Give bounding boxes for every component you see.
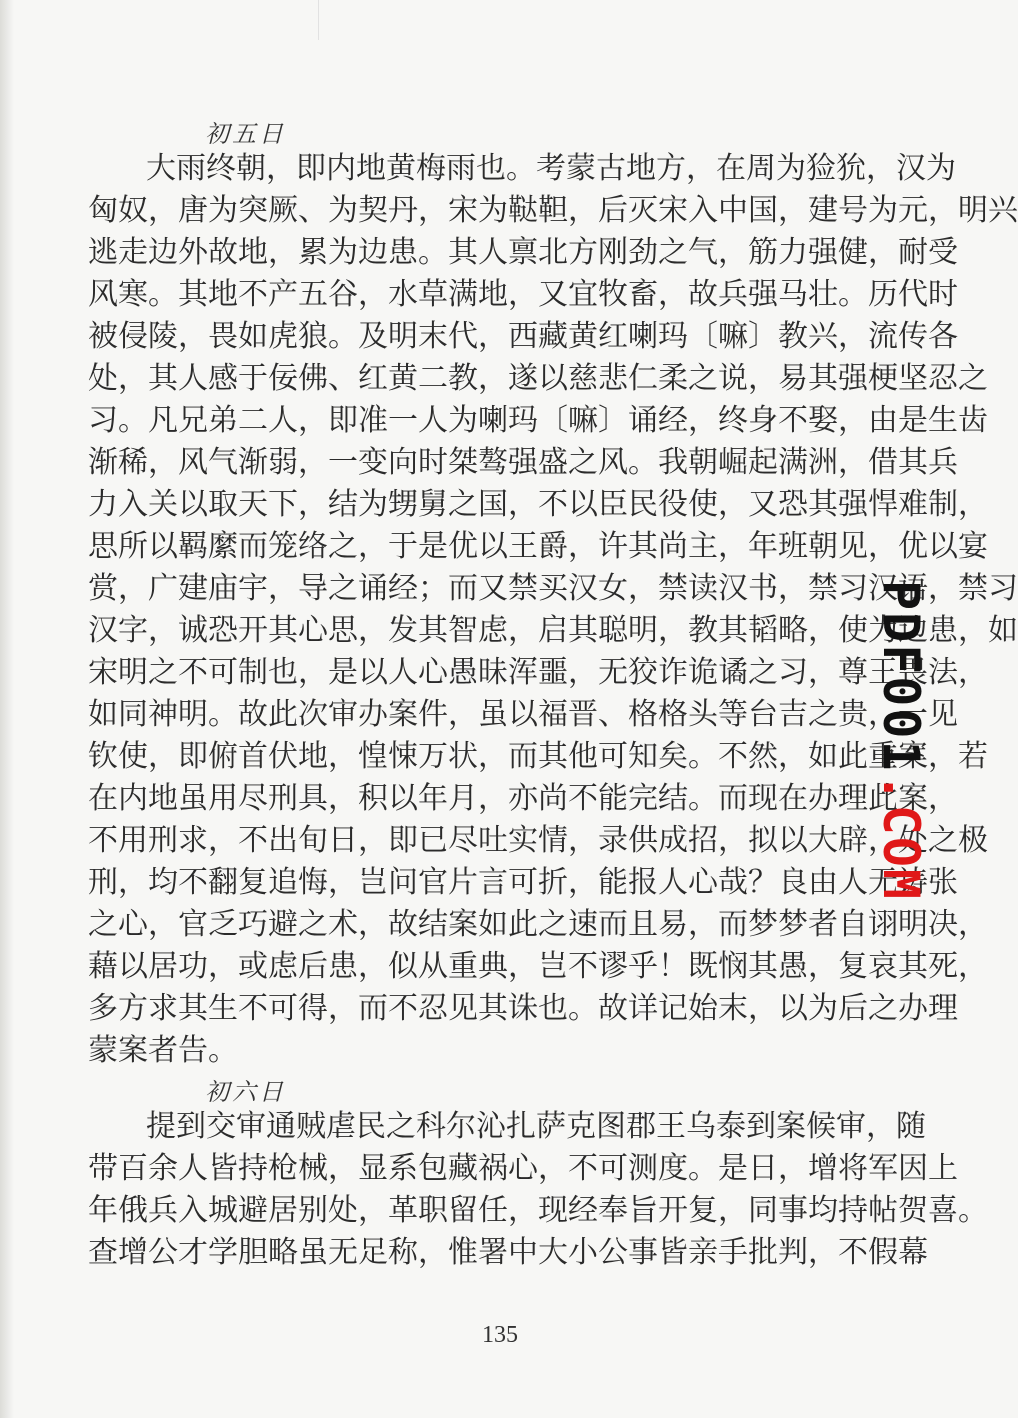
text-line: 大雨终朝，即内地黄梅雨也。考蒙古地方，在周为猃狁，汉为 bbox=[146, 151, 956, 186]
scan-crease bbox=[318, 0, 319, 40]
text-line: 蒙案者告。 bbox=[88, 1033, 238, 1068]
scan-edge-shadow bbox=[0, 0, 14, 1418]
page-number: 135 bbox=[482, 1322, 518, 1348]
text-line: 汉字，诚恐开其心思，发其智虑，启其聪明，教其韬略，使为边患，如 bbox=[88, 613, 1018, 648]
text-line: 带百余人皆持枪械，显系包藏祸心，不可测度。是日，增将军因上 bbox=[88, 1151, 958, 1186]
text-line: 逃走边外故地，累为边患。其人禀北方刚劲之气，筋力强健，耐受 bbox=[88, 235, 958, 270]
text-line: 如同神明。故此次审办案件，虽以福晋、格格头等台吉之贵，一见 bbox=[88, 697, 958, 732]
text-line: 多方求其生不可得，而不忍见其诛也。故详记始末，以为后之办理 bbox=[88, 991, 958, 1026]
text-line: 之心，官乏巧避之术，故结案如此之速而且易，而梦梦者自诩明决， bbox=[88, 907, 988, 942]
text-line: 年俄兵入城避居别处，革职留任，现经奉旨开复，同事均持帖贺喜。 bbox=[88, 1193, 988, 1228]
text-line: 刑，均不翻复追悔，岂问官片言可折，能报人心哉？良由人无诪张 bbox=[88, 865, 958, 900]
text-line: 渐稀，风气渐弱，一变向时桀骜强盛之风。我朝崛起满洲，借其兵 bbox=[88, 445, 958, 480]
text-line: 被侵陵，畏如虎狼。及明末代，西藏黄红喇玛〔嘛〕教兴，流传各 bbox=[88, 319, 958, 354]
text-line: 风寒。其地不产五谷，水草满地，又宜牧畜，故兵强马壮。历代时 bbox=[88, 277, 958, 312]
text-line: 查增公才学胆略虽无足称，惟署中大小公事皆亲手批判，不假幕 bbox=[88, 1235, 928, 1270]
text-line: 匈奴，唐为突厥、为契丹，宋为鞑靼，后灭宋入中国，建号为元，明兴 bbox=[88, 193, 1018, 228]
watermark-text-part2: .COM bbox=[872, 772, 930, 902]
section-heading-day6: 初六日 bbox=[205, 1078, 286, 1106]
watermark-text-part1: PDF001 bbox=[872, 580, 930, 773]
text-line: 提到交审通贼虐民之科尔沁扎萨克图郡王乌泰到案候审，随 bbox=[146, 1109, 926, 1144]
text-line: 处，其人感于佞佛、红黄二教，遂以慈悲仁柔之说，易其强梗坚忍之 bbox=[88, 361, 988, 396]
text-line: 思所以羁縻而笼络之，于是优以王爵，许其尚主，年班朝见，优以宴 bbox=[88, 529, 988, 564]
text-line: 力入关以取天下，结为甥舅之国，不以臣民役使，又恐其强悍难制， bbox=[88, 487, 988, 522]
text-line: 钦使，即俯首伏地，惶悚万状，而其他可知矣。不然，如此重案，若 bbox=[88, 739, 988, 774]
text-line: 赏，广建庙宇，导之诵经；而又禁买汉女，禁读汉书，禁习汉语，禁习 bbox=[88, 571, 1018, 606]
text-line: 宋明之不可制也，是以人心愚昧浑噩，无狡诈诡谲之习，尊王畏法， bbox=[88, 655, 988, 690]
section-heading-day5: 初五日 bbox=[205, 120, 286, 148]
text-line: 不用刑求，不出旬日，即已尽吐实情，录供成招，拟以大辟，处之极 bbox=[88, 823, 988, 858]
watermark bbox=[872, 580, 930, 1000]
text-line: 习。凡兄弟二人，即准一人为喇玛〔嘛〕诵经，终身不娶，由是生齿 bbox=[88, 403, 988, 438]
text-line: 在内地虽用尽刑具，积以年月，亦尚不能完结。而现在办理此案， bbox=[88, 781, 958, 816]
text-line: 藉以居功，或虑后患，似从重典，岂不谬乎！既悯其愚，复哀其死， bbox=[88, 949, 988, 984]
